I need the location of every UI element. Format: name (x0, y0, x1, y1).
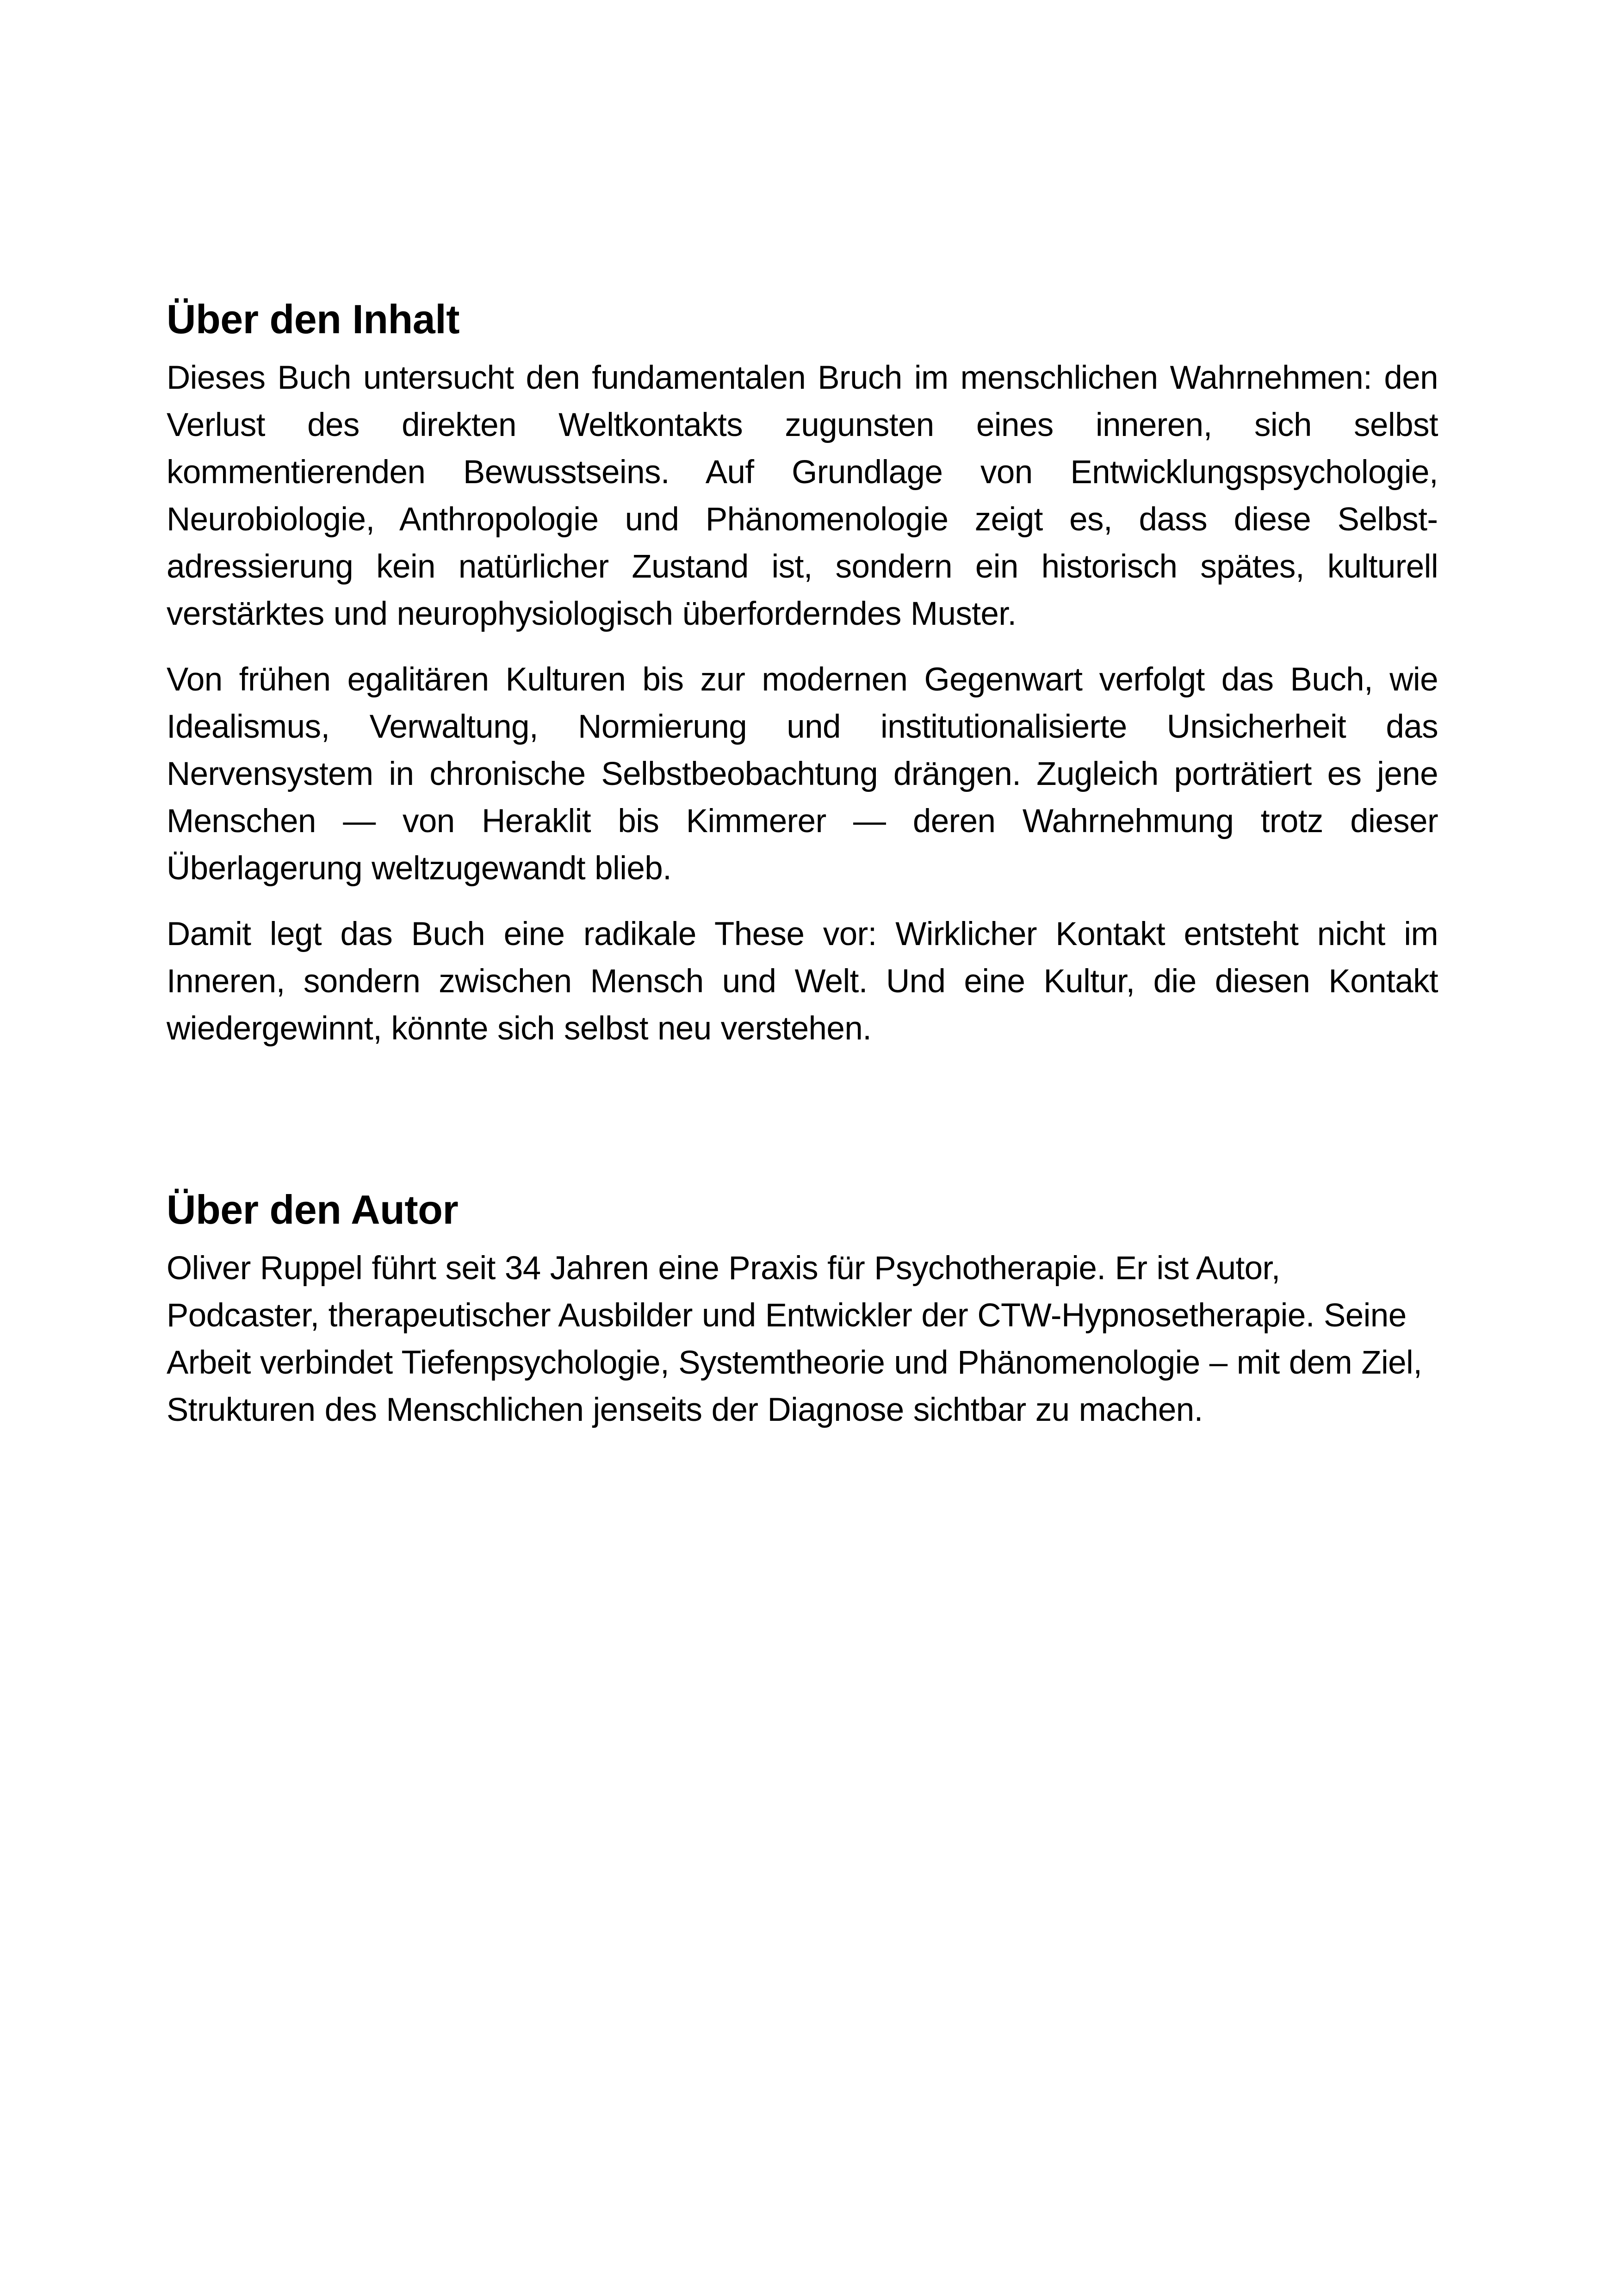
about-content-paragraph-3: Damit legt das Buch eine radikale These vor: Wirklicher Kontakt entsteht nicht im Inneren, sondern zwischen Mensch und Welt. Und eine Kultur, die diesen Kontakt wiedergewinnt, könnte sich selbst neu verstehen. (167, 916, 1438, 1047)
about-content-heading: Über den Inhalt (167, 296, 459, 342)
about-author-section (167, 1187, 1438, 1434)
section-spacer (167, 1071, 1438, 1187)
about-author-heading: Über den Autor (167, 1187, 459, 1232)
page-content (167, 296, 1438, 1452)
about-author-paragraph: Oliver Ruppel führt seit 34 Jahren eine Praxis für Psychotherapie. Er ist Autor, Podcaster, therapeutischer Ausbilder und Entwickler der CTW-Hypnosetherapie. Seine Arbeit verbindet Tiefenpsychologie, Systemtheorie und Phänomenologie – mit dem Ziel, Strukturen des Menschlichen jenseits der Diagnose sichtbar zu machen. (167, 1250, 1422, 1428)
about-content-paragraph-1: Dieses Buch untersucht den fundamentalen Bruch im menschlichen Wahrnehmen: den Verlust des direkten Weltkontakts zugunsten eines inneren, sich selbst kommentierenden Bewusstseins. Auf Grundlage von Entwicklungspsychologie, Neurobiologie, Anthropologie und Phänomenologie zeigt es, dass diese Selbstadressierung kein natürlicher Zustand ist, sondern ein historisch spätes, kulturell verstärktes und neurophysiologisch überforderndes Muster. (167, 360, 1438, 632)
about-content-paragraph-2: Von frühen egalitären Kulturen bis zur modernen Gegenwart verfolgt das Buch, wie Idealismus, Verwaltung, Normierung und institutionalisierte Unsicherheit das Nervensystem in chronische Selbstbeobachtung drängen. Zugleich porträtiert es jene Menschen — von Heraklit bis Kimmerer — deren Wahrnehmung trotz dieser Überlagerung weltzugewandt blieb. (167, 661, 1438, 887)
about-content-section (167, 296, 1438, 1052)
